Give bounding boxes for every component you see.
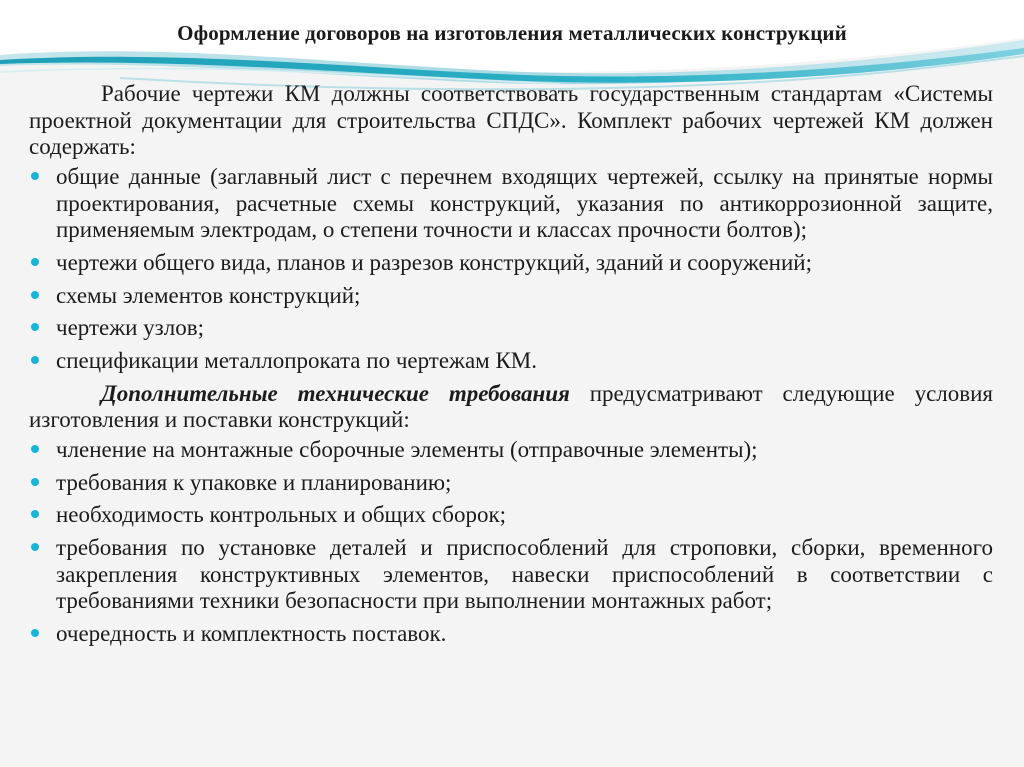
list-item: спецификации металлопроката по чертежам КМ. bbox=[29, 348, 993, 375]
requirements-text: предусматривают следующие условия изготовления и поставки конструкций: bbox=[29, 380, 993, 433]
requirements-paragraph bbox=[29, 381, 993, 434]
intro-paragraph bbox=[29, 81, 993, 161]
list-item: общие данные (заглавный лист с перечнем входящих чертежей, ссылку на принятые нормы проектирования, расчетные схемы конструкций, указания по антикоррозионной защите, применяемым электродам, о степени точности и классах прочности болтов); bbox=[29, 164, 993, 244]
bullet-dot-icon bbox=[31, 543, 39, 551]
document-body bbox=[29, 81, 993, 654]
requirements-emphasis: Дополнительные технические требования bbox=[101, 380, 570, 406]
bullet-dot-icon bbox=[31, 172, 39, 180]
list-item: требования к упаковке и планированию; bbox=[29, 470, 993, 497]
list-item: требования по установке деталей и приспособлений для строповки, сборки, временного закрепления конструктивных элементов, навески приспособлений в соответствии с требованиями техники безопасности при выполнении монтажных работ; bbox=[29, 535, 993, 615]
bullet-dot-icon bbox=[31, 478, 39, 486]
list-item: чертежи общего вида, планов и разрезов конструкций, зданий и сооружений; bbox=[29, 250, 993, 277]
list-item: очередность и комплектность поставок. bbox=[29, 621, 993, 648]
bullet-dot-icon bbox=[31, 356, 39, 364]
requirements-list bbox=[29, 437, 993, 648]
bullet-dot-icon bbox=[31, 323, 39, 331]
page-title: Оформление договоров на изготовления металлических конструкций bbox=[177, 21, 847, 45]
list-item: схемы элементов конструкций; bbox=[29, 283, 993, 310]
bullet-dot-icon bbox=[31, 510, 39, 518]
list-item: членение на монтажные сборочные элементы (отправочные элементы); bbox=[29, 437, 993, 464]
list-item: необходимость контрольных и общих сборок; bbox=[29, 502, 993, 529]
contents-list bbox=[29, 164, 993, 375]
bullet-dot-icon bbox=[31, 629, 39, 637]
list-item: чертежи узлов; bbox=[29, 315, 993, 342]
bullet-dot-icon bbox=[31, 445, 39, 453]
bullet-dot-icon bbox=[31, 291, 39, 299]
intro-text: Рабочие чертежи КМ должны соответствовать государственным стандартам «Системы проектной документации для строительства СПДС». Комплект рабочих чертежей КМ должен содержать: bbox=[29, 81, 993, 160]
bullet-dot-icon bbox=[31, 258, 39, 266]
